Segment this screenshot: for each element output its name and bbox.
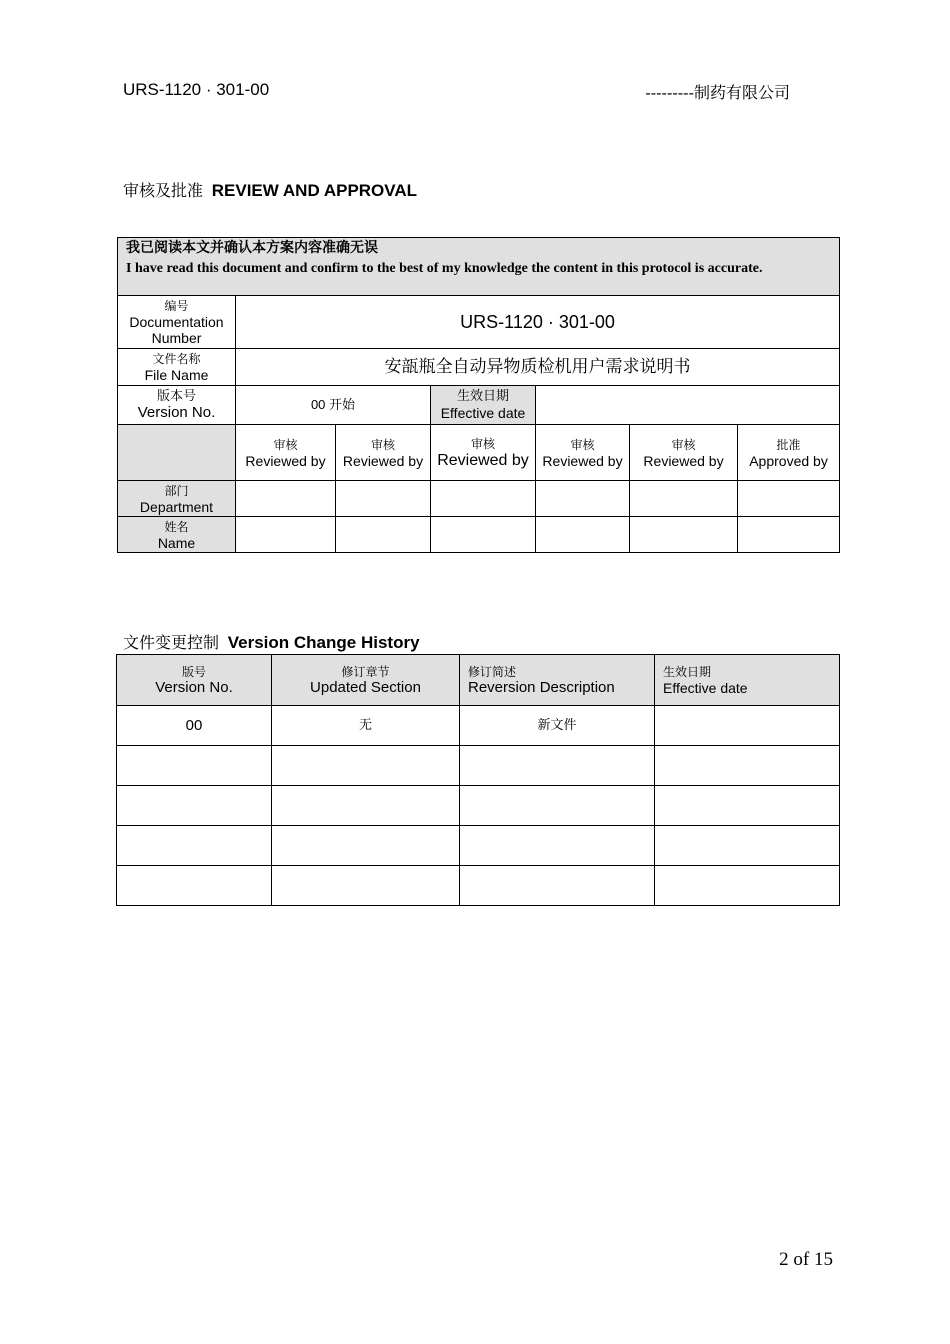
department-label: [118, 481, 236, 517]
column-header-effective-date-cn: 生效日期: [663, 665, 712, 679]
column-header-description-en: Reversion Description: [468, 679, 615, 696]
name-cell: [431, 517, 536, 553]
version-label-en: Version No.: [137, 404, 216, 421]
history-cell: [460, 866, 655, 906]
table-row: [117, 866, 840, 906]
signer-header-1: [236, 425, 336, 481]
name-cell: [630, 517, 738, 553]
table-row: [117, 746, 840, 786]
header-company: ---------制药有限公司: [645, 83, 790, 102]
name-label-en: Name: [157, 534, 196, 551]
table-row: [117, 826, 840, 866]
history-cell: [272, 746, 460, 786]
signer-header-3: [431, 425, 536, 481]
name-cell: [236, 517, 336, 553]
table-row: [117, 706, 840, 746]
column-header-effective-date-en: Effective date: [663, 680, 748, 696]
history-cell: [655, 826, 840, 866]
history-cell: [117, 746, 272, 786]
history-title-cn: 文件变更控制: [123, 633, 220, 652]
signer-header-4: [536, 425, 630, 481]
column-header-updated-section: [272, 655, 460, 706]
signer-1-cn: 审核: [273, 437, 298, 452]
history-cell: [272, 826, 460, 866]
department-label-en: Department: [139, 498, 214, 515]
history-cell: 00: [117, 706, 272, 746]
signer-1-en: Reviewed by: [245, 452, 326, 469]
page-number: 2 of 15: [779, 1249, 833, 1270]
name-cell: [336, 517, 431, 553]
signers-corner-cell: [118, 425, 236, 481]
column-header-updated-section-en: Updated Section: [310, 679, 421, 696]
confirmation-cell: [118, 238, 840, 296]
department-cell: [236, 481, 336, 517]
review-title-cn: 审核及批准: [123, 181, 204, 200]
history-cell: [655, 866, 840, 906]
column-header-updated-section-cn: 修订章节: [341, 665, 390, 679]
signer-5-en: Reviewed by: [643, 452, 724, 469]
history-cell: 无: [272, 706, 460, 746]
doc-number-label-cn: 编号: [164, 299, 189, 313]
review-section-title: [123, 178, 417, 201]
name-cell: [738, 517, 840, 553]
column-header-effective-date: [655, 655, 840, 706]
version-label-cn: 版本号: [156, 389, 196, 404]
signer-header-2: [336, 425, 431, 481]
signer-header-5: [630, 425, 738, 481]
history-title-en: Version Change History: [227, 633, 420, 652]
effective-date-value: [536, 386, 840, 425]
file-name-label-cn: 文件名称: [152, 352, 201, 366]
signer-4-en: Reviewed by: [542, 452, 623, 469]
file-name-label: [118, 349, 236, 386]
history-cell: [117, 826, 272, 866]
version-value: 00 开始: [236, 386, 431, 425]
column-header-version: [117, 655, 272, 706]
effective-date-label-cn: 生效日期: [456, 389, 509, 404]
column-header-version-en: Version No.: [155, 679, 233, 696]
column-header-description: [460, 655, 655, 706]
department-cell: [738, 481, 840, 517]
effective-date-label-en: Effective date: [440, 405, 526, 421]
department-cell: [536, 481, 630, 517]
department-label-cn: 部门: [164, 483, 189, 498]
confirmation-en: I have read this document and confirm to the best of my knowledge the content in this protocol is accurate.: [126, 261, 763, 276]
signer-6-cn: 批准: [776, 437, 801, 452]
doc-number-label-en: Documentation Number: [129, 314, 224, 346]
history-cell: [272, 786, 460, 826]
signer-3-en: Reviewed by: [437, 451, 529, 469]
department-cell: [431, 481, 536, 517]
name-label-cn: 姓名: [164, 519, 189, 534]
name-cell: [536, 517, 630, 553]
department-cell: [336, 481, 431, 517]
column-header-version-cn: 版号: [181, 665, 206, 679]
history-cell: [655, 746, 840, 786]
signer-2-cn: 审核: [370, 437, 395, 452]
history-cell: 新文件: [460, 706, 655, 746]
history-cell: [117, 786, 272, 826]
column-header-description-cn: 修订简述: [468, 665, 517, 679]
review-title-en: REVIEW AND APPROVAL: [211, 181, 418, 200]
history-cell: [655, 786, 840, 826]
department-cell: [630, 481, 738, 517]
signer-3-cn: 审核: [470, 436, 495, 451]
file-name-label-en: File Name: [144, 367, 209, 383]
history-cell: [272, 866, 460, 906]
header-doc-code: URS-1120 · 301-00: [123, 80, 270, 99]
history-cell: [460, 786, 655, 826]
file-name-value: 安瓿瓶全自动异物质检机用户需求说明书: [236, 349, 840, 386]
table-row: [117, 786, 840, 826]
review-approval-table: [117, 237, 840, 553]
doc-number-value: URS-1120 · 301-00: [236, 296, 840, 349]
version-history-table: [116, 654, 840, 906]
history-cell: [460, 826, 655, 866]
history-section-title: [123, 630, 420, 653]
signer-5-cn: 审核: [671, 437, 696, 452]
doc-number-label: [118, 296, 236, 349]
signer-2-en: Reviewed by: [342, 452, 424, 469]
name-label: [118, 517, 236, 553]
history-cell: [117, 866, 272, 906]
confirmation-cn: 我已阅读本文并确认本方案内容准确无误: [126, 240, 378, 256]
effective-date-label: [431, 386, 536, 425]
history-cell: [460, 746, 655, 786]
history-cell: [655, 706, 840, 746]
signer-4-cn: 审核: [570, 437, 595, 452]
signer-header-6: [738, 425, 840, 481]
version-label: [118, 386, 236, 425]
signer-6-en: Approved by: [749, 452, 828, 469]
